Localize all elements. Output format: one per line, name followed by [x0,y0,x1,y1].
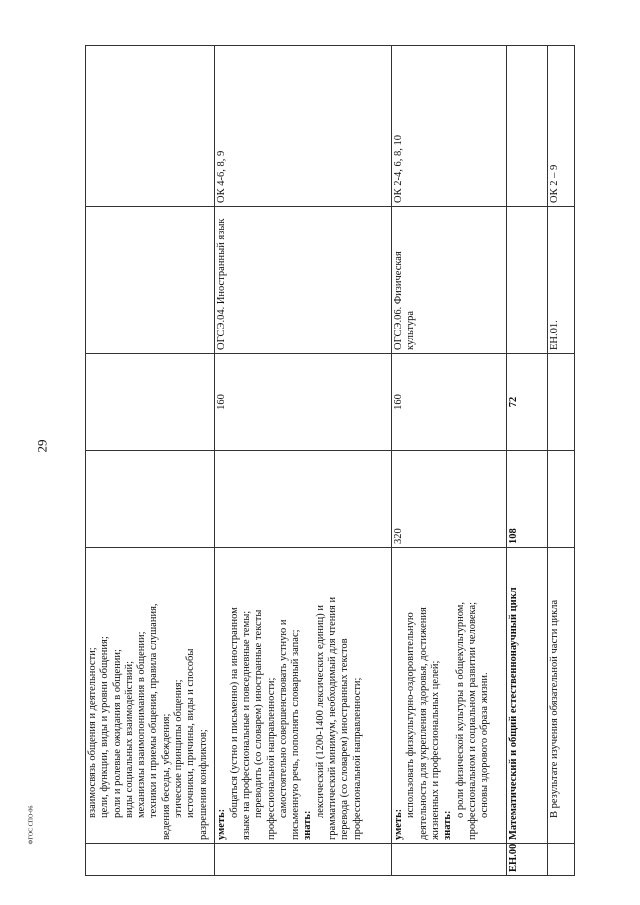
desc-line: письменную речь, пополнять словарный запас; [290,629,302,840]
desc-line: переводить (со словарем) иностранные тексты [253,609,265,818]
table-row [215,46,392,876]
desc-line: техники и приемы общения, правила слушания, [148,603,160,818]
discipline-cell [507,207,548,354]
competencies-cell [507,46,548,207]
max-load-cell [548,451,575,548]
hours-cell [548,354,575,451]
footer-code: ФГОС СПО-06 [28,805,35,845]
code-cell [548,844,575,876]
description-cell [86,548,215,844]
desc-line: цели, функции, виды и уровни общения; [99,636,111,818]
desc-line: жизненных и профессиональных целей; [429,660,441,840]
page-number: 29 [34,439,50,453]
discipline-cell [86,207,215,354]
max-load-cell: 320 [392,451,507,548]
desc-line: профессиональной направленности; [265,677,277,840]
desc-line: ведения беседы, убеждения; [160,713,172,840]
hours-cell: 160 [215,354,392,451]
desc-line: языке на профессиональные и повседневные темы; [241,610,252,840]
table-row [392,46,507,876]
desc-line: использовать физкультурно-оздоровительную [405,612,417,818]
code-cell [86,844,215,876]
table-row [507,46,548,876]
desc-line: самостоятельно совершенствовать устную и [277,619,289,818]
desc-line: этические принципы общения; [172,679,184,818]
discipline-cell: ОГСЭ.06. Физическая культура [392,207,507,354]
discipline-cell: ОГСЭ.04. Иностранный язык [215,207,392,354]
competencies-cell: ОК 4-6, 8, 9 [215,46,392,207]
description-cell [507,548,548,844]
desc-line: общаться (устно и письменно) на иностранном [228,607,240,818]
code-cell: ЕН.00 [507,844,548,876]
desc-line: профессиональном и социальном развитии человека; [466,601,478,840]
hours-cell: 160 [392,354,507,451]
desc-line: основы здорового образа жизни. [479,672,491,818]
competencies-cell: ОК 2 – 9 [548,46,575,207]
desc-line: виды социальных взаимодействий; [123,660,135,818]
curriculum-table [85,45,575,876]
desc-line: источники, причины, виды и способы [185,648,197,818]
competencies-cell [86,46,215,207]
desc-line: перевода (со словарем) иностранных текстов [339,638,351,840]
code-cell [215,844,392,876]
table-row [548,46,575,876]
desc-line: деятельность для укрепления здоровья, достижения [417,607,429,840]
competencies-cell: ОК 2-4, 6, 8, 10 [392,46,507,207]
max-load-cell [86,451,215,548]
desc-line: роли и ролевые ожидания в общении; [111,649,123,818]
description-cell [548,548,575,844]
desc-line: разрешения конфликтов; [197,729,209,840]
code-cell [392,844,507,876]
desc-line: грамматический минимум, необходимый для чтения и [326,596,338,840]
max-load-cell: 108 [507,451,548,548]
desc-line: профессиональной направленности; [351,677,363,840]
desc-line: лексический (1200-1400 лексических единиц) и [314,604,326,818]
desc-line: механизмы взаимопонимания в общении; [136,631,148,818]
desc-line: В результате изучения обязательной части цикла [549,599,561,818]
hours-cell [86,354,215,451]
description-cell [392,548,507,844]
desc-line: взаимосвязь общения и деятельности; [87,647,98,818]
desc-line: уметь: [393,808,405,840]
desc-line: Математический и общий естественнонаучный цикл [508,587,520,840]
desc-line: о роли физической культуры в общекультурном, [454,601,466,818]
desc-line: уметь: [216,808,228,840]
desc-line: знать: [302,810,314,840]
description-cell [215,548,392,844]
rotated-table-wrapper [85,46,575,876]
desc-line: знать: [442,810,454,840]
hours-cell: 72 [507,354,548,451]
table-row [86,46,215,876]
discipline-cell: ЕН.01. [548,207,575,354]
max-load-cell [215,451,392,548]
